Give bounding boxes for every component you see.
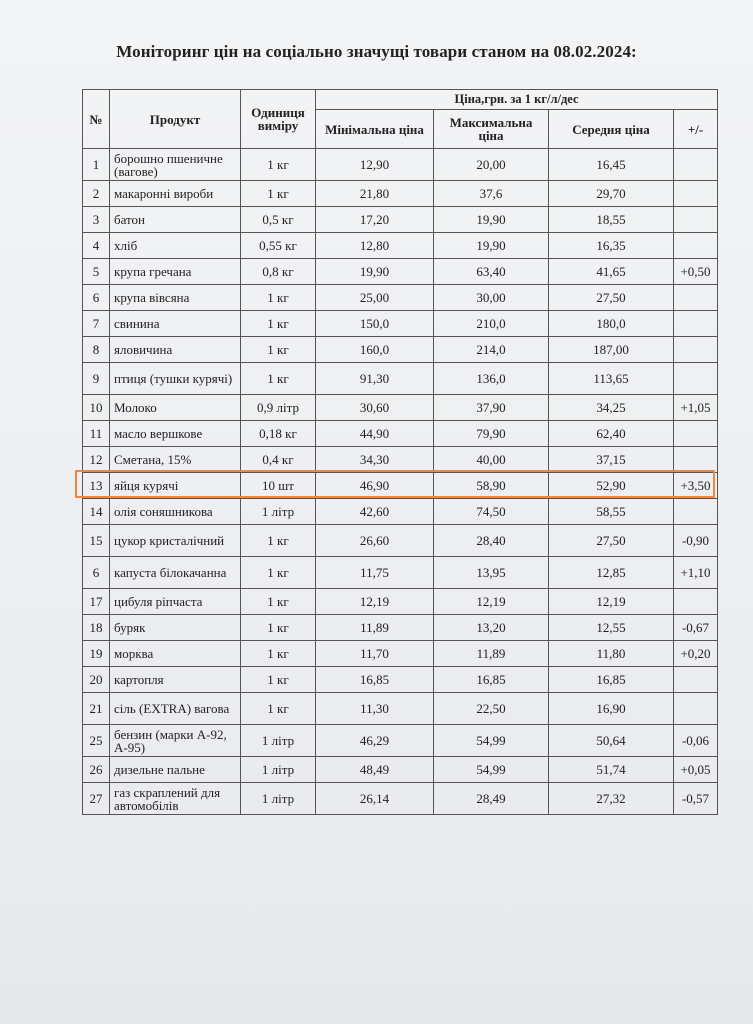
unit: 10 шт — [241, 473, 316, 499]
max-price: 54,99 — [434, 725, 549, 757]
max-price: 12,19 — [434, 589, 549, 615]
avg-price: 16,90 — [549, 693, 674, 725]
row-num: 17 — [83, 589, 110, 615]
avg-price: 58,55 — [549, 499, 674, 525]
price-change — [674, 233, 718, 259]
avg-price: 41,65 — [549, 259, 674, 285]
min-price: 160,0 — [316, 337, 434, 363]
unit: 1 кг — [241, 311, 316, 337]
min-price: 11,70 — [316, 641, 434, 667]
row-num: 26 — [83, 757, 110, 783]
avg-price: 180,0 — [549, 311, 674, 337]
avg-price: 50,64 — [549, 725, 674, 757]
header-unit: Одиниця виміру — [241, 90, 316, 149]
min-price: 30,60 — [316, 395, 434, 421]
product-name: капуста білокачанна — [110, 557, 241, 589]
product-name: цибуля ріпчаста — [110, 589, 241, 615]
product-name: крупа вівсяна — [110, 285, 241, 311]
table-row — [83, 311, 718, 337]
min-price: 46,90 — [316, 473, 434, 499]
table-body — [83, 149, 718, 815]
avg-price: 18,55 — [549, 207, 674, 233]
unit: 0,4 кг — [241, 447, 316, 473]
price-change — [674, 447, 718, 473]
unit: 1 літр — [241, 757, 316, 783]
product-name: газ скраплений для автомобілів — [110, 783, 241, 815]
price-change: -0,57 — [674, 783, 718, 815]
price-change — [674, 181, 718, 207]
avg-price: 16,45 — [549, 149, 674, 181]
unit: 1 кг — [241, 525, 316, 557]
table-row — [83, 725, 718, 757]
table-row — [83, 421, 718, 447]
row-num: 19 — [83, 641, 110, 667]
table-row — [83, 207, 718, 233]
unit: 1 літр — [241, 499, 316, 525]
min-price: 150,0 — [316, 311, 434, 337]
min-price: 19,90 — [316, 259, 434, 285]
max-price: 22,50 — [434, 693, 549, 725]
header-num: № — [83, 90, 110, 149]
avg-price: 12,55 — [549, 615, 674, 641]
avg-price: 37,15 — [549, 447, 674, 473]
avg-price: 16,85 — [549, 667, 674, 693]
min-price: 46,29 — [316, 725, 434, 757]
product-name: свинина — [110, 311, 241, 337]
row-num: 20 — [83, 667, 110, 693]
table-row — [83, 693, 718, 725]
table-row — [83, 233, 718, 259]
max-price: 19,90 — [434, 233, 549, 259]
avg-price: 113,65 — [549, 363, 674, 395]
row-num: 14 — [83, 499, 110, 525]
price-change: -0,06 — [674, 725, 718, 757]
row-num: 4 — [83, 233, 110, 259]
product-name: макаронні вироби — [110, 181, 241, 207]
min-price: 21,80 — [316, 181, 434, 207]
min-price: 25,00 — [316, 285, 434, 311]
max-price: 214,0 — [434, 337, 549, 363]
price-change: +1,05 — [674, 395, 718, 421]
avg-price: 11,80 — [549, 641, 674, 667]
table-row — [83, 149, 718, 181]
min-price: 17,20 — [316, 207, 434, 233]
product-name: яловичина — [110, 337, 241, 363]
price-change — [674, 207, 718, 233]
unit: 1 кг — [241, 181, 316, 207]
max-price: 13,20 — [434, 615, 549, 641]
min-price: 16,85 — [316, 667, 434, 693]
row-num: 27 — [83, 783, 110, 815]
product-name: бензин (марки А-92, А-95) — [110, 725, 241, 757]
unit: 0,18 кг — [241, 421, 316, 447]
min-price: 48,49 — [316, 757, 434, 783]
avg-price: 27,50 — [549, 285, 674, 311]
price-change — [674, 421, 718, 447]
max-price: 20,00 — [434, 149, 549, 181]
header-price-group: Ціна,грн. за 1 кг/л/дес — [316, 90, 718, 110]
product-name: батон — [110, 207, 241, 233]
table-row — [83, 337, 718, 363]
table-row — [83, 259, 718, 285]
document-title: Моніторинг цін на соціально значущі товари станом на 08.02.2024: — [116, 42, 637, 61]
price-change — [674, 337, 718, 363]
max-price: 19,90 — [434, 207, 549, 233]
price-change: +3,50 — [674, 473, 718, 499]
price-change — [674, 149, 718, 181]
price-change: -0,67 — [674, 615, 718, 641]
min-price: 11,75 — [316, 557, 434, 589]
price-table — [82, 89, 718, 815]
unit: 0,55 кг — [241, 233, 316, 259]
product-name: дизельне пальне — [110, 757, 241, 783]
unit: 1 кг — [241, 693, 316, 725]
min-price: 91,30 — [316, 363, 434, 395]
table-row — [83, 447, 718, 473]
min-price: 26,14 — [316, 783, 434, 815]
table-row — [83, 783, 718, 815]
avg-price: 27,32 — [549, 783, 674, 815]
max-price: 40,00 — [434, 447, 549, 473]
table-row — [83, 285, 718, 311]
min-price: 12,19 — [316, 589, 434, 615]
header-min: Мінімальна ціна — [316, 110, 434, 149]
unit: 1 кг — [241, 667, 316, 693]
min-price: 12,80 — [316, 233, 434, 259]
max-price: 74,50 — [434, 499, 549, 525]
unit: 1 кг — [241, 615, 316, 641]
max-price: 79,90 — [434, 421, 549, 447]
avg-price: 52,90 — [549, 473, 674, 499]
product-name: птиця (тушки курячі) — [110, 363, 241, 395]
unit: 1 кг — [241, 285, 316, 311]
product-name: Молоко — [110, 395, 241, 421]
row-num: 5 — [83, 259, 110, 285]
row-num: 25 — [83, 725, 110, 757]
max-price: 210,0 — [434, 311, 549, 337]
max-price: 58,90 — [434, 473, 549, 499]
product-name: борошно пшеничне (вагове) — [110, 149, 241, 181]
unit: 1 кг — [241, 589, 316, 615]
min-price: 26,60 — [316, 525, 434, 557]
max-price: 30,00 — [434, 285, 549, 311]
unit: 1 кг — [241, 641, 316, 667]
product-name: масло вершкове — [110, 421, 241, 447]
row-num: 1 — [83, 149, 110, 181]
table-row — [83, 615, 718, 641]
min-price: 42,60 — [316, 499, 434, 525]
row-num: 6 — [83, 557, 110, 589]
price-change: +0,20 — [674, 641, 718, 667]
product-name: картопля — [110, 667, 241, 693]
unit: 0,9 літр — [241, 395, 316, 421]
min-price: 34,30 — [316, 447, 434, 473]
avg-price: 51,74 — [549, 757, 674, 783]
avg-price: 34,25 — [549, 395, 674, 421]
product-name: цукор кристалічний — [110, 525, 241, 557]
table-row — [83, 589, 718, 615]
avg-price: 16,35 — [549, 233, 674, 259]
row-num: 6 — [83, 285, 110, 311]
max-price: 28,49 — [434, 783, 549, 815]
unit: 1 кг — [241, 363, 316, 395]
max-price: 54,99 — [434, 757, 549, 783]
price-change: -0,90 — [674, 525, 718, 557]
avg-price: 187,00 — [549, 337, 674, 363]
header-diff: +/- — [674, 110, 718, 149]
row-num: 21 — [83, 693, 110, 725]
price-change: +0,05 — [674, 757, 718, 783]
price-change: +1,10 — [674, 557, 718, 589]
avg-price: 62,40 — [549, 421, 674, 447]
max-price: 16,85 — [434, 667, 549, 693]
min-price: 12,90 — [316, 149, 434, 181]
header-max: Максимальна ціна — [434, 110, 549, 149]
max-price: 63,40 — [434, 259, 549, 285]
table-row — [83, 181, 718, 207]
table-row — [83, 473, 718, 499]
row-num: 12 — [83, 447, 110, 473]
price-change — [674, 499, 718, 525]
unit: 1 кг — [241, 337, 316, 363]
table-row — [83, 557, 718, 589]
price-change — [674, 667, 718, 693]
table-row — [83, 363, 718, 395]
header-product: Продукт — [110, 90, 241, 149]
unit: 1 літр — [241, 783, 316, 815]
unit: 1 кг — [241, 149, 316, 181]
product-name: хліб — [110, 233, 241, 259]
row-num: 13 — [83, 473, 110, 499]
table-row — [83, 757, 718, 783]
min-price: 44,90 — [316, 421, 434, 447]
product-name: морква — [110, 641, 241, 667]
product-name: сіль (EXTRA) вагова — [110, 693, 241, 725]
unit: 1 літр — [241, 725, 316, 757]
max-price: 28,40 — [434, 525, 549, 557]
avg-price: 29,70 — [549, 181, 674, 207]
row-num: 10 — [83, 395, 110, 421]
unit: 1 кг — [241, 557, 316, 589]
product-name: буряк — [110, 615, 241, 641]
row-num: 15 — [83, 525, 110, 557]
header-avg: Середня ціна — [549, 110, 674, 149]
price-change — [674, 363, 718, 395]
table-row — [83, 641, 718, 667]
table-row — [83, 667, 718, 693]
max-price: 11,89 — [434, 641, 549, 667]
product-name: Сметана, 15% — [110, 447, 241, 473]
product-name: олія соняшникова — [110, 499, 241, 525]
table-row — [83, 499, 718, 525]
row-num: 7 — [83, 311, 110, 337]
unit: 0,5 кг — [241, 207, 316, 233]
table-row — [83, 525, 718, 557]
price-change: +0,50 — [674, 259, 718, 285]
price-change — [674, 589, 718, 615]
unit: 0,8 кг — [241, 259, 316, 285]
row-num: 2 — [83, 181, 110, 207]
row-num: 8 — [83, 337, 110, 363]
price-change — [674, 311, 718, 337]
max-price: 37,90 — [434, 395, 549, 421]
min-price: 11,89 — [316, 615, 434, 641]
avg-price: 12,19 — [549, 589, 674, 615]
row-num: 3 — [83, 207, 110, 233]
avg-price: 27,50 — [549, 525, 674, 557]
product-name: яйця курячі — [110, 473, 241, 499]
row-num: 18 — [83, 615, 110, 641]
table-row — [83, 395, 718, 421]
max-price: 13,95 — [434, 557, 549, 589]
row-num: 9 — [83, 363, 110, 395]
min-price: 11,30 — [316, 693, 434, 725]
max-price: 37,6 — [434, 181, 549, 207]
max-price: 136,0 — [434, 363, 549, 395]
product-name: крупа гречана — [110, 259, 241, 285]
avg-price: 12,85 — [549, 557, 674, 589]
price-change — [674, 285, 718, 311]
row-num: 11 — [83, 421, 110, 447]
price-change — [674, 693, 718, 725]
